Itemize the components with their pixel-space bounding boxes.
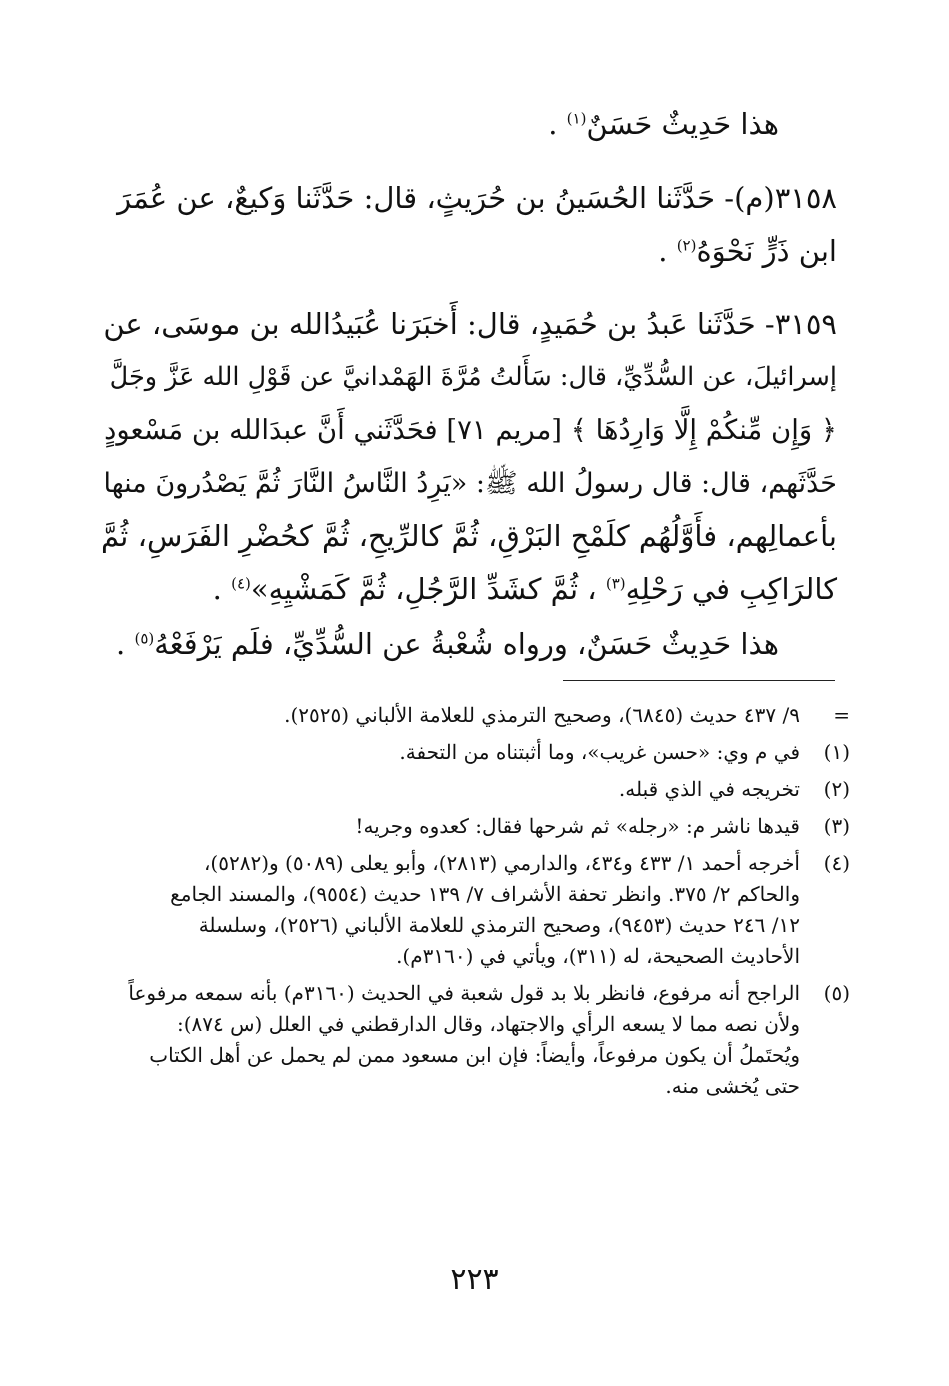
text-line	[99, 618, 779, 671]
footnote-text	[110, 700, 800, 731]
paragraph-hadith-grade-1	[99, 98, 779, 151]
paragraph-hadith-3159	[102, 298, 837, 616]
footnote-text	[110, 737, 800, 768]
text-line: بأعمالِهم، فأَوَّلُهُم كلَمْحِ البَرْقِ، ثُمَّ كالرِّيحِ، ثُمَّ كحُضْرِ الفَرَسِ، ثُمَّ	[101, 519, 837, 553]
text-line: حَدَّثَهم، قال: قال رسولُ الله ﷺ: «يَرِدُ النَّاسُ النَّارَ ثُمَّ يَصْدُرونَ منها	[103, 468, 837, 499]
text-span: .	[658, 234, 677, 268]
footnote-number: (٢)	[823, 777, 850, 801]
footnote-line: والحاكم ٢/ ٣٧٥. وانظر تحفة الأشراف ٧/ ١٣٩ حديث (٩٥٥٤)، والمسند الجامع	[170, 882, 800, 906]
footnote-number: (٤)	[823, 851, 850, 875]
text-span: .	[116, 627, 135, 661]
text-line	[102, 225, 837, 278]
footnote-line: ١٢/ ٢٤٦ حديث (٩٤٥٣)، وصحيح الترمذي للعلامة الألباني (٢٥٢٦)، وسلسلة	[198, 913, 800, 937]
text-line: ٣١٥٨(م)- حَدَّثَنا الحُسَينُ بن حُرَيثٍ، قال: حَدَّثَنا وَكيعٌ، عن عُمَرَ	[117, 181, 837, 215]
footnote-number: (٣)	[823, 814, 850, 838]
footnote-line: ٩/ ٤٣٧ حديث (٦٨٤٥)، وصحيح الترمذي للعلامة الألباني (٢٥٢٥).	[284, 703, 800, 727]
footnote-line: تخريجه في الذي قبله.	[618, 777, 800, 801]
page-number: ٢٢٣	[450, 1262, 499, 1297]
footnote-4	[110, 848, 850, 972]
footnote-text	[110, 811, 800, 842]
text-span: هذا حَدِيثٌ حَسَنٌ، ورواه شُعْبةُ عن السُّدِّيِّ، فلَم يَرْفَعْهُ	[154, 627, 779, 661]
footnote-5	[110, 978, 850, 1102]
footnote-3	[110, 811, 850, 842]
footnote-number: =	[833, 703, 850, 727]
text-span: .	[548, 107, 567, 141]
quran-verse-line: ﴿ وَإِن مِّنكُمْ إِلَّا وَارِدُهَا ﴾ [مريم ٧١] فحَدَّثَني أَنَّ عبدَالله بن مَسْعودٍ	[104, 414, 837, 446]
footnote-line: ويُحتَملُ أن يكون مرفوعاً، وأيضاً: فإن ابن مسعود ممن لم يحمل عن أهل الكتاب	[149, 1043, 800, 1067]
footnote-2	[110, 774, 850, 805]
footnote-line: الراجح أنه مرفوع، فانظر بلا بد قول شعبة في الحديث (٣١٦٠م) بأنه سمعه مرفوعاً	[128, 981, 800, 1005]
footnote-ref[interactable]: (٥)	[134, 629, 155, 648]
text-line	[99, 98, 779, 151]
text-span: ، ثُمَّ كشَدِّ الرَّجُلِ، ثُمَّ كَمَشْيِهِ»	[250, 572, 606, 606]
footnote-text	[110, 774, 800, 805]
footnote-ref[interactable]: (٤)	[231, 574, 251, 593]
footnote-ref[interactable]: (٢)	[676, 236, 697, 255]
text-line	[102, 563, 837, 616]
footnote-number: (٥)	[823, 981, 850, 1005]
text-line: إسرائيلَ، عن السُّدِّيِّ، قال: سَأَلتُ مُرَّةَ الهَمْدانيَّ عن قَوْلِ الله عَزَّ وجَلَّ	[109, 362, 837, 392]
footnote-ref[interactable]: (٣)	[605, 574, 626, 593]
footnote-text	[110, 848, 800, 972]
text-span: .	[212, 572, 232, 606]
footnote-line: في م وي: «حسن غريب»، وما أثبتناه من التحفة.	[399, 740, 800, 764]
paragraph-hadith-3158	[102, 172, 837, 278]
footnote-continuation	[110, 700, 850, 731]
footnote-line: قيدها ناشر م: «رجله» ثم شرحها فقال: كعدوه وجريه!	[355, 814, 800, 838]
text-span: ابن ذَرٍّ نَحْوَهُ	[696, 234, 837, 268]
footnote-ref[interactable]: (١)	[566, 109, 587, 128]
footnote-1	[110, 737, 850, 768]
text-line: ٣١٥٩- حَدَّثَنا عَبدُ بن حُمَيدٍ، قال: أَخبَرَنا عُبَيدُالله بن موسَى، عن	[103, 307, 837, 341]
footnote-number: (١)	[823, 740, 850, 764]
footnote-line: حتى يُخشى منه.	[665, 1074, 800, 1098]
paragraph-hadith-grade-2	[99, 618, 779, 671]
text-span: كالرَاكِبِ في رَحْلِهِ	[625, 572, 837, 606]
footnote-text	[110, 978, 800, 1102]
footnote-separator	[563, 680, 835, 681]
text-span: هذا حَدِيثٌ حَسَنٌ	[586, 107, 779, 141]
footnote-line: أخرجه أحمد ١/ ٤٣٣ و٤٣٤، والدارمي (٢٨١٣)، وأبو يعلى (٥٠٨٩) و(٥٢٨٢)،	[203, 851, 800, 875]
footnote-line: الأحاديث الصحيحة، له (٣١١)، ويأتي في (٣١٦٠م).	[396, 944, 800, 968]
footnotes	[110, 700, 850, 1108]
footnote-line: ولأن نصه مما لا يسعه الرأي والاجتهاد، وقال الدارقطني في العلل (س ٨٧٤):	[177, 1012, 800, 1036]
